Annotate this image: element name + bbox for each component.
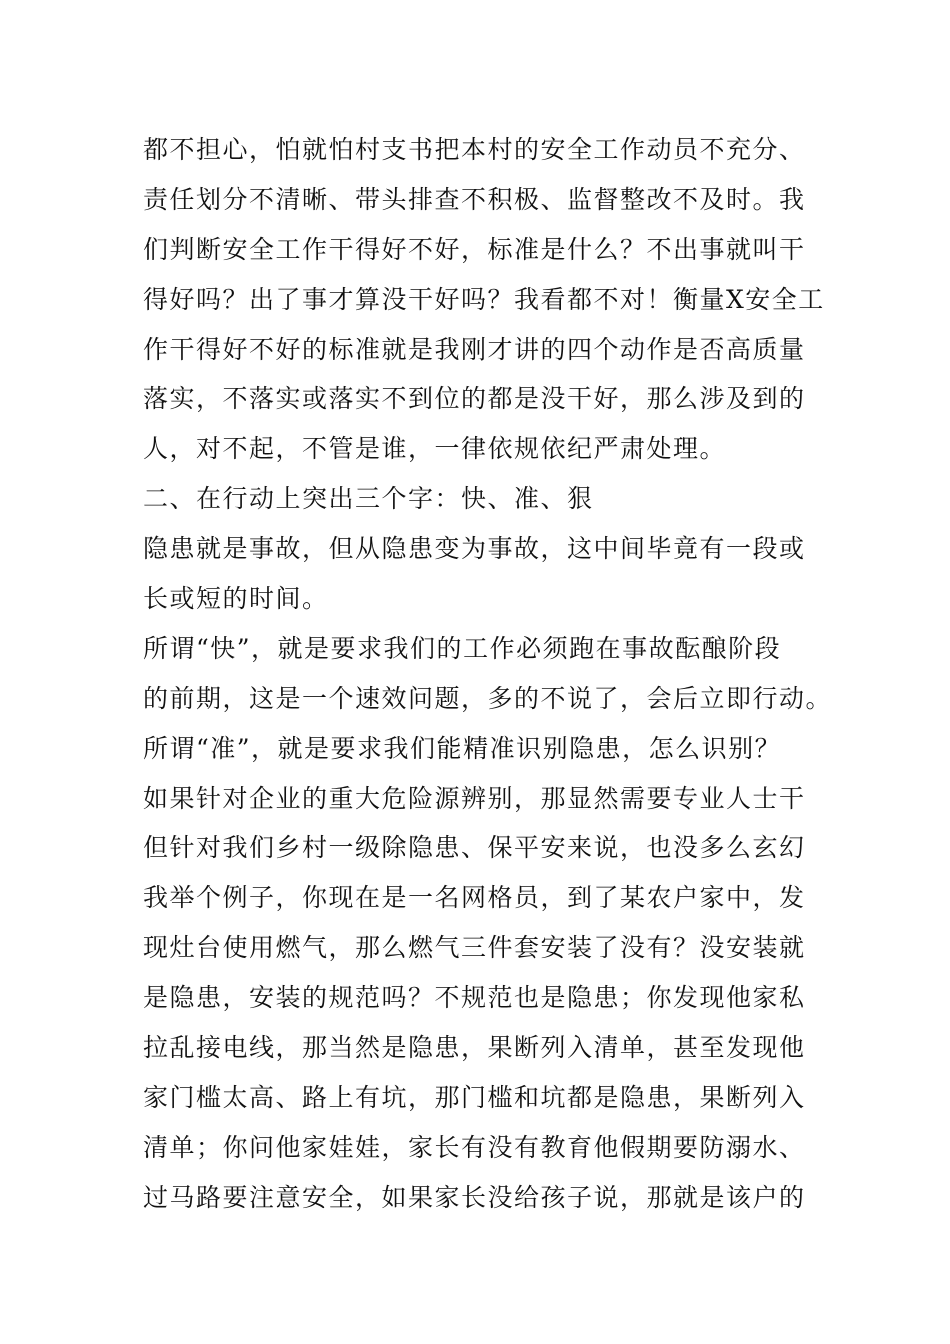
text-line: 落实，不落实或落实不到位的都是没干好，那么涉及到的 — [143, 384, 806, 414]
text-line: 隐患就是事故，但从隐患变为事故，这中间毕竟有一段或 — [143, 534, 806, 564]
text-line: 清单；你问他家娃娃，家长有没有教育他假期要防溺水、 — [143, 1132, 806, 1162]
text-line: 长或短的时间。 — [143, 584, 329, 614]
text-line: 如果针对企业的重大危险源辨别，那显然需要专业人士干 — [143, 783, 806, 813]
text-line: 们判断安全工作干得好不好，标准是什么？不出事就叫干 — [143, 234, 806, 264]
text-line: 但针对我们乡村一级除隐患、保平安来说，也没多么玄幻 — [143, 833, 806, 863]
text-line: 人，对不起，不管是谁，一律依规依纪严肃处理。 — [143, 434, 727, 464]
text-line: 过马路要注意安全，如果家长没给孩子说，那就是该户的 — [143, 1182, 806, 1212]
text-line: 所谓“准”，就是要求我们能精准识别隐患，怎么识别？ — [143, 733, 782, 763]
text-line: 家门槛太高、路上有坑，那门槛和坑都是隐患，果断列入 — [143, 1082, 806, 1112]
text-line: 拉乱接电线，那当然是隐患，果断列入清单，甚至发现他 — [143, 1033, 806, 1063]
text-line: 都不担心，怕就怕村支书把本村的安全工作动员不充分、 — [143, 135, 806, 164]
text-line: 得好吗？出了事才算没干好吗？我看都不对！衡量X安全工 — [143, 284, 825, 314]
text-line: 是隐患，安装的规范吗？不规范也是隐患；你发现他家私 — [143, 983, 806, 1013]
text-line: 作干得好不好的标准就是我刚才讲的四个动作是否高质量 — [143, 334, 806, 364]
text-line: 现灶台使用燃气，那么燃气三件套安装了没有？没安装就 — [143, 933, 806, 963]
document-page — [143, 125, 843, 1223]
text-line: 我举个例子，你现在是一名网格员，到了某农户家中，发 — [143, 883, 806, 913]
text-line: 所谓“快”，就是要求我们的工作必须跑在事故酝酿阶段 — [143, 633, 782, 663]
text-line: 的前期，这是一个速效问题，多的不说了，会后立即行动。 — [143, 683, 833, 713]
section-heading: 二、在行动上突出三个字：快、准、狠 — [143, 484, 594, 514]
text-line: 责任划分不清晰、带头排查不积极、监督整改不及时。我 — [143, 184, 806, 214]
